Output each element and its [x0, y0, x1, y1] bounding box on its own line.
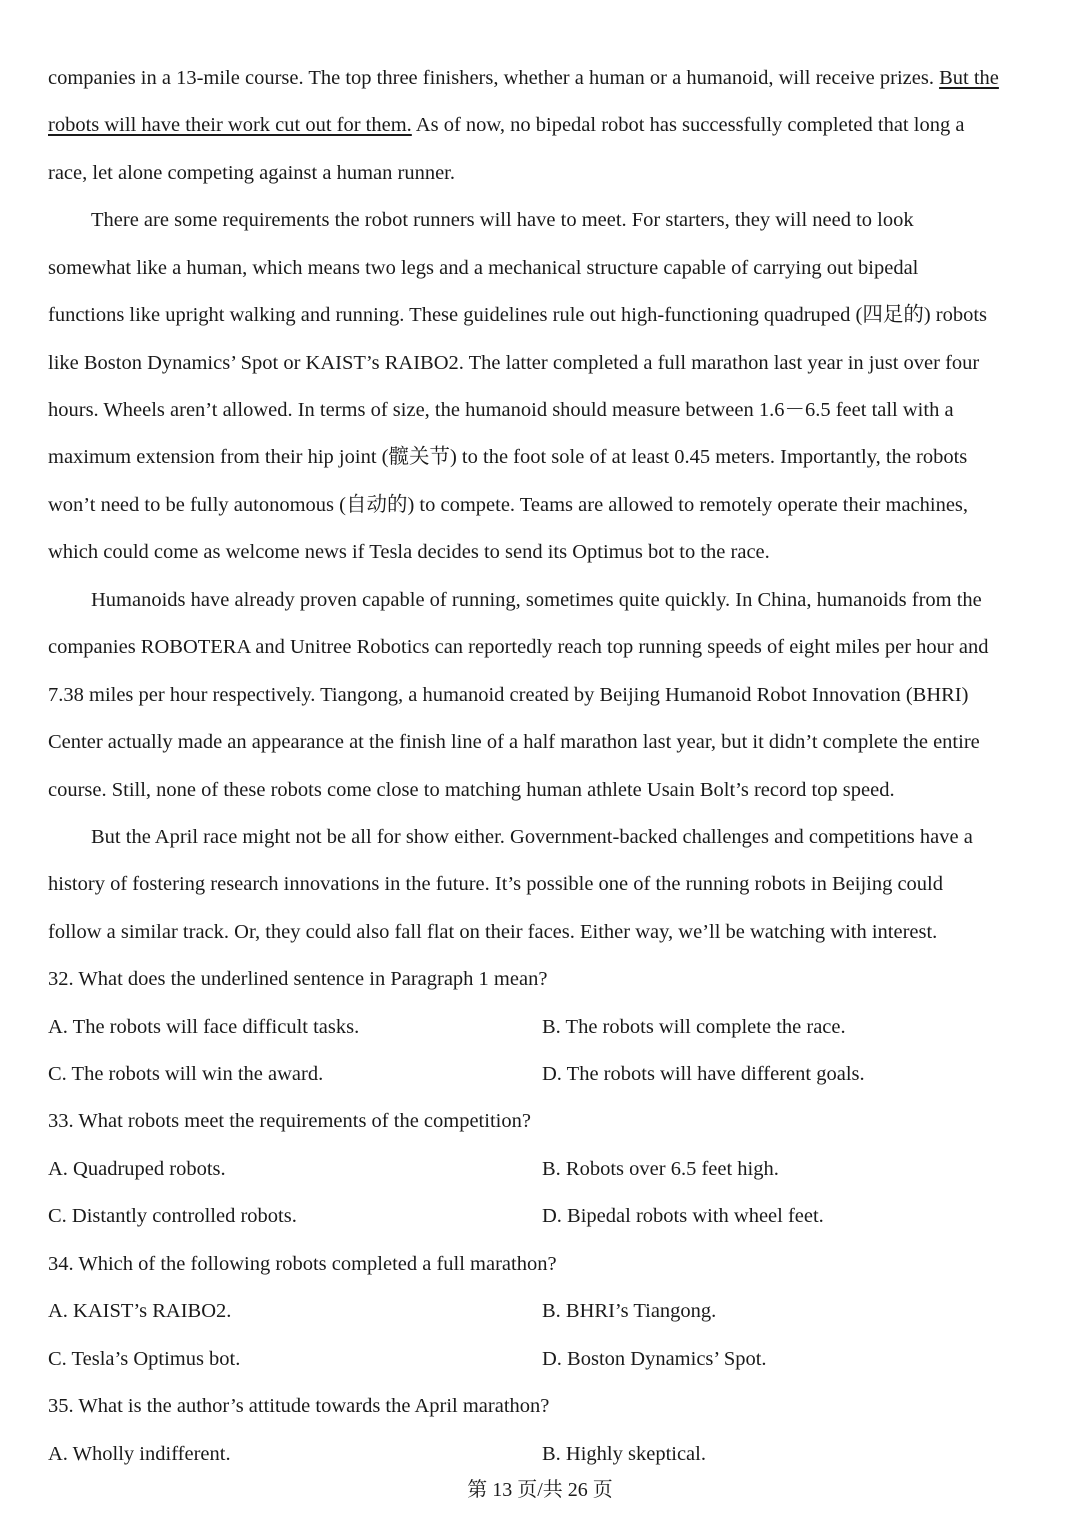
passage-line: 7.38 miles per hour respectively. Tiangong, a humanoid created by Beijing Humanoid Robot Innovation (BHRI)	[48, 684, 969, 706]
passage-line	[48, 111, 1048, 139]
passage-line: somewhat like a human, which means two legs and a mechanical structure capable of carrying out bipedal	[48, 257, 919, 279]
option-b: B. Highly skeptical.	[542, 1443, 706, 1465]
passage-line	[48, 64, 1048, 92]
question-stem: 33. What robots meet the requirements of the competition?	[48, 1110, 531, 1132]
option-d: D. The robots will have different goals.	[542, 1063, 865, 1085]
underlined-sentence: But the	[939, 67, 999, 89]
passage-line: like Boston Dynamics’ Spot or KAIST’s RAIBO2. The latter completed a full marathon last year in just over four	[48, 352, 980, 374]
option-c: C. Tesla’s Optimus bot.	[48, 1348, 241, 1370]
passage-text: companies in a 13-mile course. The top three finishers, whether a human or a humanoid, will receive prizes.	[48, 67, 940, 89]
passage-line: functions like upright walking and running. These guidelines rule out high-functioning quadruped (四足的) robots	[48, 304, 988, 326]
passage-line: hours. Wheels aren’t allowed. In terms of size, the humanoid should measure between 1.6－6.5 feet tall with a	[48, 399, 954, 421]
option-a: A. The robots will face difficult tasks.	[48, 1016, 360, 1038]
passage-line: won’t need to be fully autonomous (自动的) to compete. Teams are allowed to remotely operate their machines,	[48, 494, 969, 516]
question-stem: 35. What is the author’s attitude towards the April marathon?	[48, 1395, 550, 1417]
passage-line: Center actually made an appearance at the finish line of a half marathon last year, but it didn’t complete the entire	[48, 731, 980, 753]
passage-line: maximum extension from their hip joint (髋关节) to the foot sole of at least 0.45 meters. Importantly, the robots	[48, 446, 968, 468]
passage-line: There are some requirements the robot runners will have to meet. For starters, they will need to look	[91, 209, 914, 231]
passage-line: which could come as welcome news if Tesla decides to send its Optimus bot to the race.	[48, 541, 770, 563]
passage-line: Humanoids have already proven capable of running, sometimes quite quickly. In China, humanoids from the	[91, 589, 982, 611]
page-number: 第 13 页/共 26 页	[467, 1479, 613, 1501]
option-d: D. Boston Dynamics’ Spot.	[542, 1348, 767, 1370]
question-stem: 34. Which of the following robots completed a full marathon?	[48, 1253, 557, 1275]
option-a: A. KAIST’s RAIBO2.	[48, 1300, 232, 1322]
option-a: A. Quadruped robots.	[48, 1158, 226, 1180]
option-b: B. Robots over 6.5 feet high.	[542, 1158, 779, 1180]
passage-line: But the April race might not be all for show either. Government-backed challenges and competitions have a	[91, 826, 973, 848]
passage-line: course. Still, none of these robots come close to matching human athlete Usain Bolt’s record top speed.	[48, 779, 895, 801]
option-b: B. The robots will complete the race.	[542, 1016, 846, 1038]
option-c: C. The robots will win the award.	[48, 1063, 324, 1085]
option-d: D. Bipedal robots with wheel feet.	[542, 1205, 824, 1227]
underlined-sentence: robots will have their work cut out for them.	[48, 114, 412, 136]
passage-line: follow a similar track. Or, they could also fall flat on their faces. Either way, we’ll be watching with interest.	[48, 921, 938, 943]
option-c: C. Distantly controlled robots.	[48, 1205, 297, 1227]
option-b: B. BHRI’s Tiangong.	[542, 1300, 717, 1322]
passage-line: companies ROBOTERA and Unitree Robotics can reportedly reach top running speeds of eight miles per hour and	[48, 636, 989, 658]
question-stem: 32. What does the underlined sentence in Paragraph 1 mean?	[48, 968, 548, 990]
passage-line: race, let alone competing against a human runner.	[48, 162, 455, 184]
passage-line: history of fostering research innovations in the future. It’s possible one of the running robots in Beijing could	[48, 873, 944, 895]
option-a: A. Wholly indifferent.	[48, 1443, 231, 1465]
passage-text: As of now, no bipedal robot has successfully completed that long a	[411, 114, 965, 136]
